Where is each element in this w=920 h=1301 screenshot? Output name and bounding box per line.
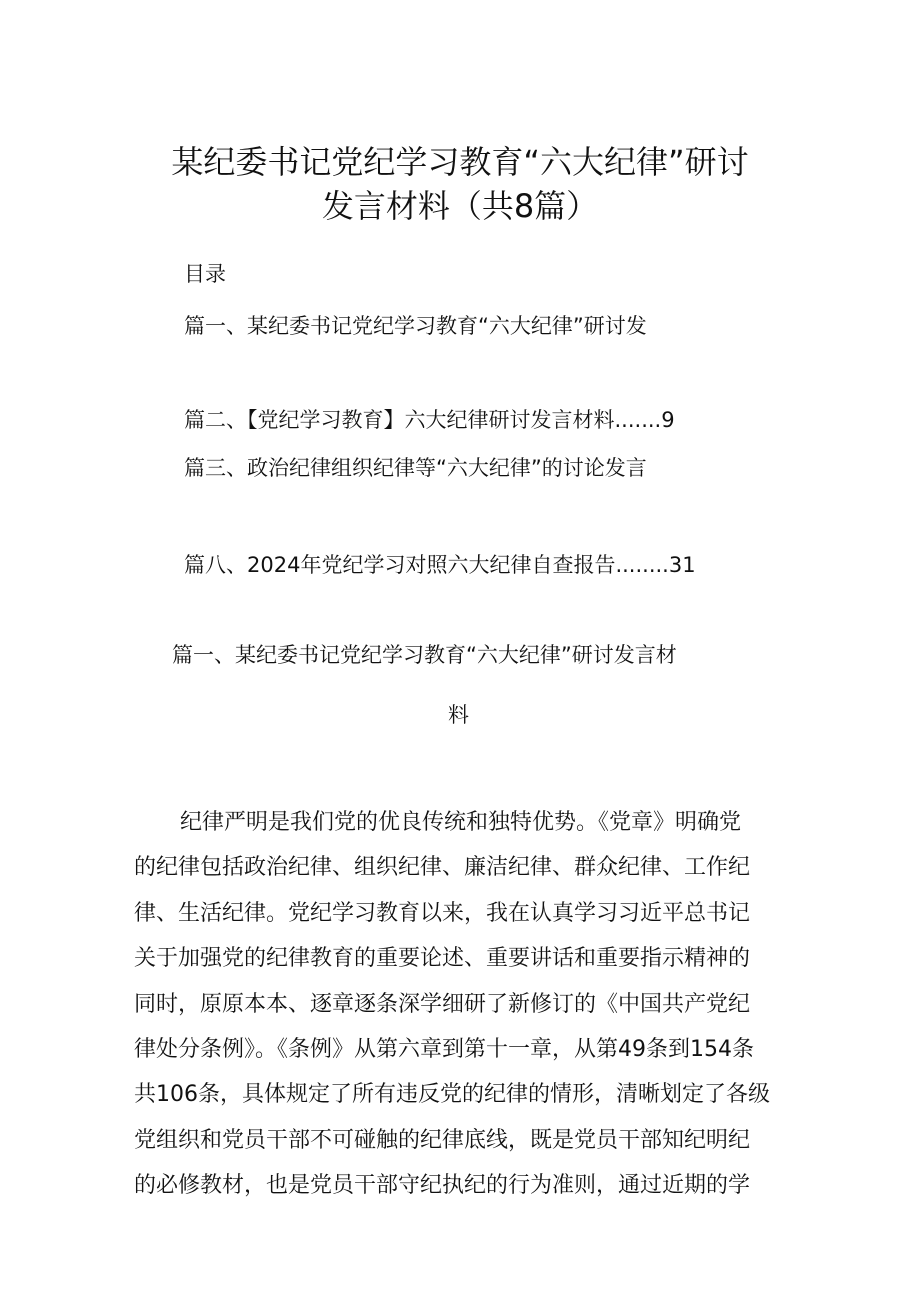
body-line: 关于加强党的纪律教育的重要论述、重要讲话和重要指示精神的 (134, 946, 751, 972)
section-title-line-1: 篇一、某纪委书记党纪学习教育“六大纪律”研讨发言材 (172, 643, 677, 667)
toc-heading: 目录 (184, 262, 226, 286)
toc-item-2[interactable]: 篇二、【党纪学习教育】六大纪律研讨发言材料.......9 (184, 408, 675, 432)
document-title-line-2: 发言材料（共8篇） (321, 187, 599, 225)
section-title-line-2: 料 (448, 703, 469, 727)
body-line: 律、生活纪律。党纪学习教育以来，我在认真学习习近平总书记 (134, 900, 751, 926)
body-line: 同时，原原本本、逐章逐条深学细研了新修订的《中国共产党纪 (134, 991, 751, 1017)
body-line: 纪律严明是我们党的优良传统和独特优势。《党章》明确党 (180, 810, 742, 835)
body-line: 的必修教材，也是党员干部守纪执纪的行为准则，通过近期的学 (134, 1173, 751, 1199)
body-line: 共106条，具体规定了所有违反党的纪律的情形，清晰划定了各级 (134, 1082, 770, 1108)
body-line: 律处分条例》。《条例》从第六章到第十一章，从第49条到154条 (134, 1036, 754, 1062)
body-line: 党组织和党员干部不可碰触的纪律底线，既是党员干部知纪明纪 (134, 1127, 751, 1153)
toc-item-8[interactable]: 篇八、2024年党纪学习对照六大纪律自查报告........31 (184, 553, 696, 577)
toc-item-1[interactable]: 篇一、某纪委书记党纪学习教育“六大纪律”研讨发 (184, 314, 647, 338)
toc-item-3[interactable]: 篇三、政治纪律组织纪律等“六大纪律”的讨论发言 (184, 456, 647, 480)
body-line: 的纪律包括政治纪律、组织纪律、廉洁纪律、群众纪律、工作纪 (134, 855, 751, 881)
body-paragraph (134, 800, 794, 1209)
document-title-line-1: 某纪委书记党纪学习教育“六大纪律”研讨 (171, 143, 749, 181)
